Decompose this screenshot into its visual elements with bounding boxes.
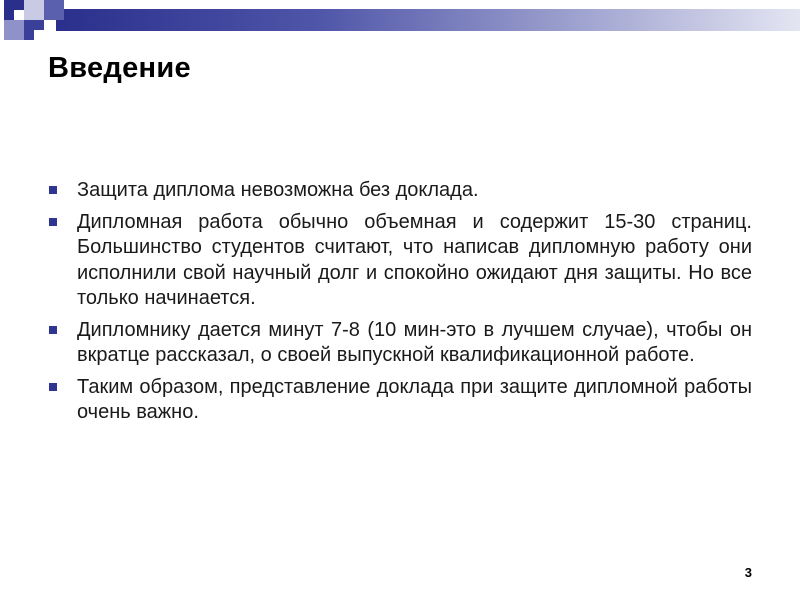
square-bullet-icon (49, 326, 57, 334)
bullet-list (48, 178, 752, 432)
square-bullet-icon (49, 186, 57, 194)
bullet-text: Дипломная работа обычно объемная и содержит 15-30 страниц. Большинство студентов считают, что написав дипломную работу они исполнили свой научный долг и спокойно ожидают дня защиты. Но все только начинается. (77, 210, 752, 309)
list-item (48, 318, 752, 369)
bullet-text: Таким образом, представление доклада при защите дипломной работы очень важно. (77, 375, 752, 423)
decor-square (44, 0, 64, 20)
decor-square (24, 0, 44, 20)
header-decoration (0, 0, 800, 40)
bullet-text: Дипломнику дается минут 7-8 (10 мин-это в лучшем случае), чтобы он вкратце рассказал, о своей выпускной квалификационной работе. (77, 318, 752, 366)
bullet-text: Защита диплома невозможна без доклада. (77, 179, 479, 201)
list-item (48, 178, 752, 204)
square-bullet-icon (49, 218, 57, 226)
list-item (48, 375, 752, 426)
slide-title: Введение (48, 52, 191, 84)
square-bullet-icon (49, 383, 57, 391)
page-number: 3 (744, 565, 752, 580)
decor-square (4, 20, 24, 40)
list-item (48, 210, 752, 312)
decor-square (34, 30, 44, 40)
decor-square (14, 10, 24, 20)
header-gradient-bar (56, 9, 800, 31)
